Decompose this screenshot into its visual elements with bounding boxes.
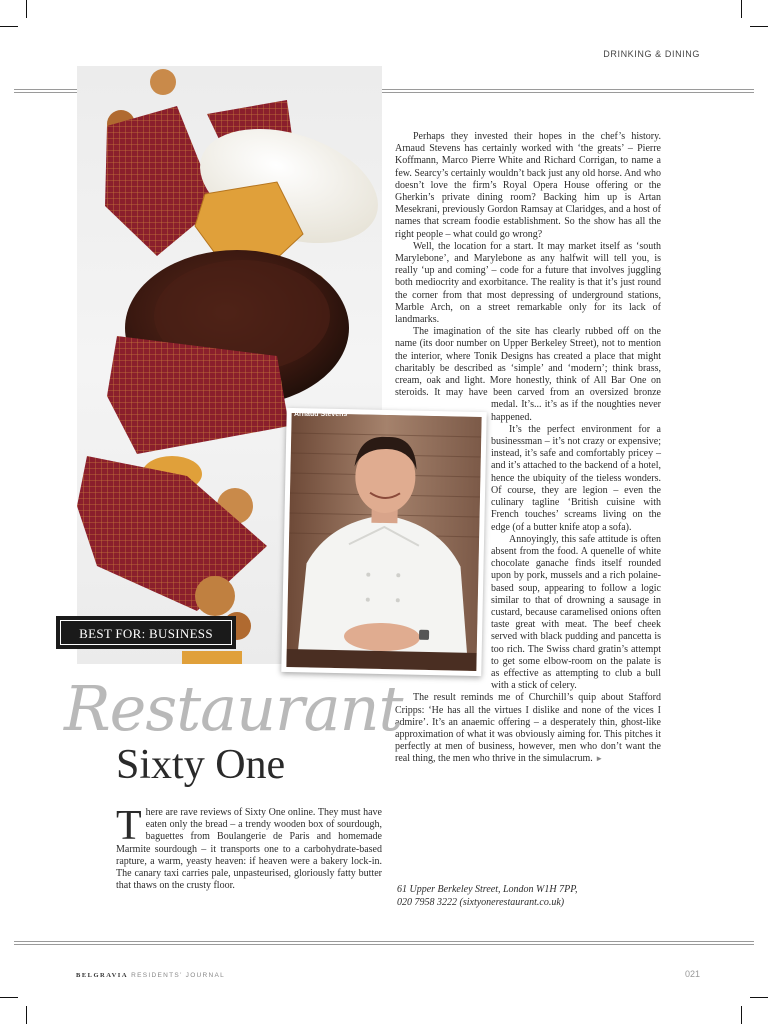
address-line: 020 7958 3222 (sixtyonerestaurant.co.uk) bbox=[397, 897, 565, 908]
crop-mark bbox=[0, 26, 18, 27]
crop-mark bbox=[750, 997, 768, 998]
article-text: The result reminds me of Churchill’s quip about Stafford Cripps: ‘He has all the virtues I dislike and none of the vices I admire’. It’s an anaemic offering – a desperately thin, ghost-like approximation of what it was obviously aiming for. This pitches it perfectly at men of business, however, men who don’t want the real thing, the men who thrive in the simulacrum. bbox=[395, 692, 661, 765]
crop-mark bbox=[0, 997, 18, 998]
best-for-label: BEST FOR: BUSINESS bbox=[60, 620, 232, 645]
chef-caption: Arnaud Stevens bbox=[294, 411, 348, 418]
article-paragraph: Perhaps they invested their hopes in the chef’s history. Arnaud Stevens has certainly worked with ‘the greats’ – Pierre Koffmann, Marco Pierre White and Richard Corrigan, to name a few. Searcy’s certainly wouldn’t back just any old horse. And who doesn’t love the firm’s Royal Opera House offering or the Gherkin’s private dining room? Backing him up is Artan Mesekrani, previously Gordon Ramsay at Claridges, and a host of names that scream foodie establishment. So the show has all the right people – what could go wrong? bbox=[395, 131, 661, 240]
page-title: Sixty One bbox=[116, 742, 286, 788]
brand-subtitle: RESIDENTS’ JOURNAL bbox=[131, 972, 226, 979]
brand-name: BELGRAVIA bbox=[76, 972, 129, 979]
photo-wrap-spacer bbox=[395, 410, 491, 688]
restaurant-address bbox=[397, 883, 667, 909]
drop-cap: T bbox=[116, 803, 142, 849]
crop-mark bbox=[26, 0, 27, 18]
end-arrow-icon: ► bbox=[595, 754, 604, 764]
intro-text: here are rave reviews of Sixty One online. They must have eaten only the bread – a trendy wooden box of sourdough, baguettes from Boulangerie de Paris and homemade Marmite sourdough – it transports one to a carbohydrate-based rapture, a warm, yeasty heaven: if heaven were a bakery lock-in. The canary taxi carries pale, unpasteurised, gloriously fatty butter that thaws on the crusty floor. bbox=[116, 807, 382, 892]
address-line: 61 Upper Berkeley Street, London W1H 7PP, bbox=[397, 884, 578, 895]
article-text: The imagination of the site has clearly rubbed off on the name (its door number on Upper Berkeley Street), not to mention the interior, where Tonik Designs has created a place that might charitably be described as ‘simple’ and ‘modern’; think brass, cream, oak and light. More honestly, think of All Bar One on steroids. It may have been carved from an oversized bronze medal. It’s... it’s as if the noughties never happened. bbox=[395, 326, 661, 423]
section-heading: DRINKING & DINING bbox=[603, 49, 700, 59]
crop-mark bbox=[26, 1006, 27, 1024]
article-body bbox=[395, 131, 661, 766]
intro-paragraph bbox=[116, 803, 382, 892]
title-script: Restaurant bbox=[64, 672, 403, 745]
crop-mark bbox=[741, 0, 742, 18]
article-paragraph bbox=[395, 692, 661, 765]
bottom-rule bbox=[14, 944, 754, 945]
crop-mark bbox=[741, 1006, 742, 1024]
intro-body bbox=[116, 803, 382, 892]
page-number: 021 bbox=[684, 969, 700, 979]
crop-mark bbox=[750, 26, 768, 27]
article-paragraph: Well, the location for a start. It may market itself as ‘south Marylebone’, and Marylebone as any halfwit will tell you, is really ‘up and coming’ – code for a future that involves juggling both mediocrity and exorbitance. The reality is that it’s just round the corner from that most depressing of underground stations, Marble Arch, on a street remarkable only for its lack of landmarks. bbox=[395, 240, 661, 326]
article-paragraph: It’s the perfect environment for a businessman – it’s not crazy or expensive; instead, it’s safe and comfortably pricey – and it’s attached to the backend of a hotel, hence the ubiquity of the tieless wonders. Of course, they are legion – even the culinary tagline ‘British cuisine with French touches’ screams living on the edge (of a butter knife atop a sofa). bbox=[491, 423, 661, 533]
best-for-badge bbox=[56, 616, 236, 649]
footer-brand bbox=[76, 972, 225, 979]
bottom-rule bbox=[14, 941, 754, 942]
article-paragraph: Annoyingly, this safe attitude is often absent from the food. A quenelle of white chocolate ganache finds itself rounded upon by pork, mussels and a rich polaine-based soup, appearing to follow a logic similar to that of drowning a sausage in custard, because caramelised onions often taste great with meat. The beef cheek served with black pudding and pancetta is too rich. The Swiss chard gratin’s attempt to get some elbow-room on the palate is as effective as attempting to club a bull with a stick of celery. bbox=[491, 533, 661, 692]
